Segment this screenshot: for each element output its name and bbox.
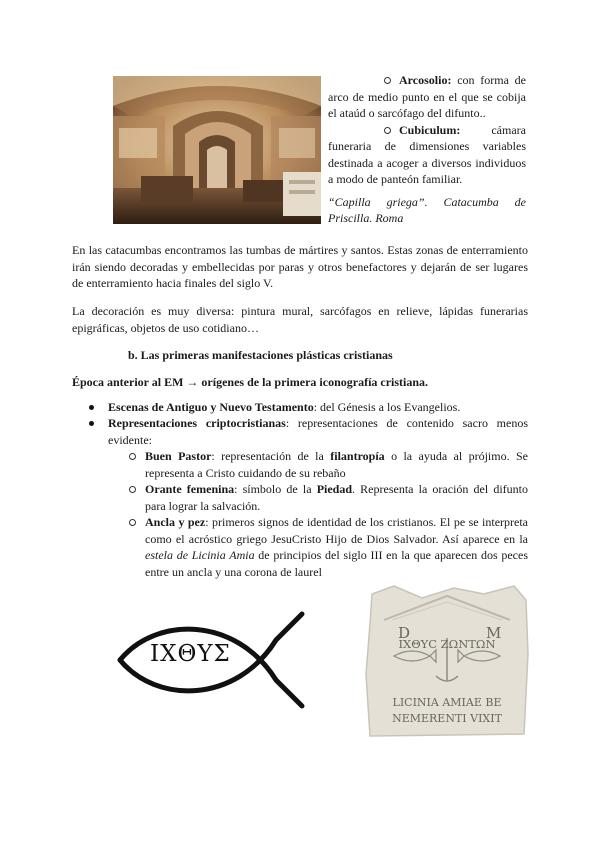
sub-item-text: o la ayuda al prójimo. Se representa a Cristo cuidando de su rebaño: [145, 449, 528, 480]
stele-greek-line: ΙΧΘΥϹ ΖΩΝΤΩΝ: [398, 637, 496, 651]
stele-letter-m: M: [486, 624, 502, 642]
sub-item-ancla-pez: [145, 514, 528, 580]
sub-item-text: . Representa la oración del difunto para lograr la salvación.: [145, 482, 529, 513]
paragraph-catacumbas: En las catacumbas encontramos las tumbas de mártires y santos. Estas zonas de enterramiento irán siendo decoradas y embellecidas por paras y otros benefactores y dejarán de ser lugares de enterramiento hacia finales del siglo V.: [72, 243, 528, 290]
sub-item-italic: estela de Licinia Amia: [145, 548, 255, 562]
list-item: [108, 415, 528, 448]
stele-latin-line-2: NEMERENTI VIXIT: [392, 712, 502, 725]
bullet-dot-icon: [89, 421, 94, 426]
bullet-dot-icon: [89, 405, 94, 410]
sub-item-text: : símbolo de la: [234, 482, 317, 496]
circle-bullet-icon: [384, 77, 391, 84]
cubiculum-term: Cubiculum:: [399, 122, 461, 137]
bullet-term: Escenas de Antiguo y Nuevo Testamento: [108, 400, 314, 414]
sub-item-emphasis: filantropía: [330, 449, 385, 463]
bullet-term: Representaciones criptocristianas: [108, 416, 286, 430]
stele-letter-d: D: [398, 624, 411, 642]
sub-item-term: Ancla y pez: [145, 515, 206, 529]
sub-item-term: Buen Pastor: [145, 449, 212, 463]
sub-item-text: de principios del siglo III en la que aparecen dos peces entre un ancla y una corona de laurel: [145, 548, 528, 579]
section-heading: b. Las primeras manifestaciones plásticas cristianas: [128, 348, 393, 362]
stele-latin-line-1: LICINIA AMIAE BE: [392, 696, 502, 709]
ichthys-fish-image: [116, 610, 306, 710]
cubiculum-definition: [328, 122, 526, 188]
list-item: [108, 399, 528, 416]
sub-item-orante: [145, 481, 528, 514]
ichthys-word: ΙΧΘΥΣ: [150, 641, 231, 667]
subheading-epoca: Época anterior al EM → orígenes de la primera iconografía cristiana.: [72, 375, 429, 389]
sub-item-emphasis: Piedad: [316, 482, 353, 496]
circle-bullet-icon: [384, 127, 391, 134]
arcosolio-text: con forma de arco de medio punto en el que se cobija el ataúd o sarcófago del difunto..: [328, 73, 526, 120]
cubiculum-text: cámara funeraria de dimensiones variables destinada a acoger a diversos individuos a modo de panteón familiar.: [328, 122, 526, 186]
sub-item-term: Orante femenina: [145, 482, 235, 496]
arcosolio-definition: [328, 72, 526, 122]
bullet-text: : representaciones de contenido sacro menos evidente:: [108, 416, 528, 447]
paragraph-decoracion: La decoración es muy diversa: pintura mural, sarcófagos en relieve, lápidas funerarias epigráficas, objetos de uso cotidiano…: [72, 304, 528, 335]
photo-caption: “Capilla griega”. Catacumba de Priscilla. Roma: [328, 194, 526, 225]
sub-item-text: : representación de la: [211, 449, 331, 463]
circle-bullet-icon: [129, 453, 136, 460]
sub-item-buen-pastor: [145, 448, 528, 481]
bullet-text: : del Génesis a los Evangelios.: [313, 400, 461, 414]
definitions-column: [328, 72, 526, 227]
licinia-amia-stele-image: [364, 584, 530, 738]
circle-bullet-icon: [129, 486, 136, 493]
sub-item-text: : primeros signos de identidad de los cristianos. El pe se interpreta como el acróstico griego JesuCristo Hijo de Dios Salvador. Así aparece en la: [145, 515, 528, 546]
capilla-griega-photo: [113, 76, 321, 224]
circle-bullet-icon: [129, 519, 136, 526]
arcosolio-term: Arcosolio:: [399, 73, 452, 87]
